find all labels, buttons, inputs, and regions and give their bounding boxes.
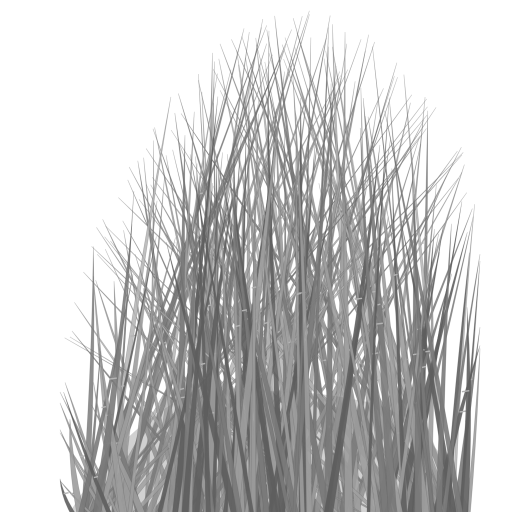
blade-joint bbox=[121, 386, 124, 387]
blade-joint bbox=[252, 287, 257, 288]
blade-joint bbox=[201, 363, 205, 364]
blade-joint bbox=[236, 325, 240, 326]
blade-joint bbox=[242, 310, 247, 311]
blade-joint bbox=[377, 304, 380, 305]
blade-joint bbox=[80, 456, 85, 457]
blade-joint bbox=[180, 388, 184, 389]
blade-joint bbox=[394, 274, 398, 275]
blade-joint bbox=[64, 493, 69, 494]
blade-joint bbox=[297, 293, 301, 294]
blade-joint bbox=[420, 243, 424, 244]
blade-joint bbox=[94, 477, 98, 478]
blade-joint bbox=[462, 391, 469, 392]
blade-joint bbox=[264, 323, 268, 324]
blade-joint bbox=[355, 298, 362, 299]
blade-joint bbox=[109, 378, 116, 379]
blade-joint bbox=[102, 407, 107, 408]
blade-joint bbox=[422, 366, 426, 367]
